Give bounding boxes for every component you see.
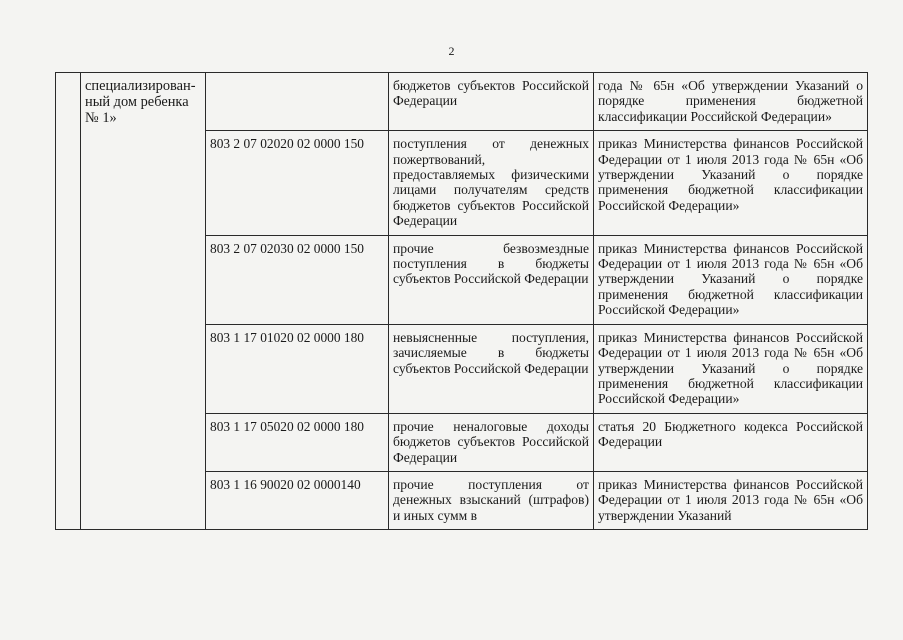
basis-cell: статья 20 Бюджетного кодекса Российской Федерации xyxy=(594,413,868,471)
code-cell: 803 2 07 02030 02 0000 150 xyxy=(206,235,389,324)
basis-cell: приказ Министерства финансов Российской Федерации от 1 июля 2013 года № 65н «Об утверждении Указаний о порядке применения бюджетной классификации Российской Федерации» xyxy=(594,324,868,413)
page-number: 2 xyxy=(448,44,455,58)
description-cell: прочие поступления от денежных взысканий (штрафов) и иных сумм в xyxy=(389,471,594,529)
description-cell: невыясненные поступления, зачисляемые в бюджеты субъектов Российской Федерации xyxy=(389,324,594,413)
index-cell xyxy=(56,73,81,530)
description-cell: прочие безвозмездные поступления в бюджеты субъектов Российской Федерации xyxy=(389,235,594,324)
code-cell: 803 1 17 01020 02 0000 180 xyxy=(206,324,389,413)
code-cell xyxy=(206,73,389,131)
description-cell: бюджетов субъектов Российской Федерации xyxy=(389,73,594,131)
basis-cell: приказ Министерства финансов Российской Федерации от 1 июля 2013 года № 65н «Об утверждении Указаний о порядке применения бюджетной классификации Российской Федерации» xyxy=(594,235,868,324)
code-cell: 803 1 17 05020 02 0000 180 xyxy=(206,413,389,471)
code-cell: 803 2 07 02020 02 0000 150 xyxy=(206,131,389,235)
owner-cell xyxy=(81,73,206,530)
basis-cell: приказ Министерства финансов Российской Федерации от 1 июля 2013 года № 65н «Об утверждении Указаний xyxy=(594,471,868,529)
basis-cell: года № 65н «Об утверждении Указаний о порядке применения бюджетной классификации Российской Федерации» xyxy=(594,73,868,131)
description-cell: прочие неналоговые доходы бюджетов субъектов Российской Федерации xyxy=(389,413,594,471)
description-cell: поступления от денежных пожертвований, предоставляемых физическими лицами получателям средств бюджетов субъектов Российской Федерации xyxy=(389,131,594,235)
basis-cell: приказ Министерства финансов Российской Федерации от 1 июля 2013 года № 65н «Об утверждении Указаний о порядке применения бюджетной классификации Российской Федерации» xyxy=(594,131,868,235)
table-row xyxy=(56,73,868,131)
table-container xyxy=(55,72,869,592)
owner-name: специализированный дом ребенка № 1» xyxy=(85,78,196,126)
income-codes-table xyxy=(55,72,868,530)
code-cell: 803 1 16 90020 02 0000140 xyxy=(206,471,389,529)
